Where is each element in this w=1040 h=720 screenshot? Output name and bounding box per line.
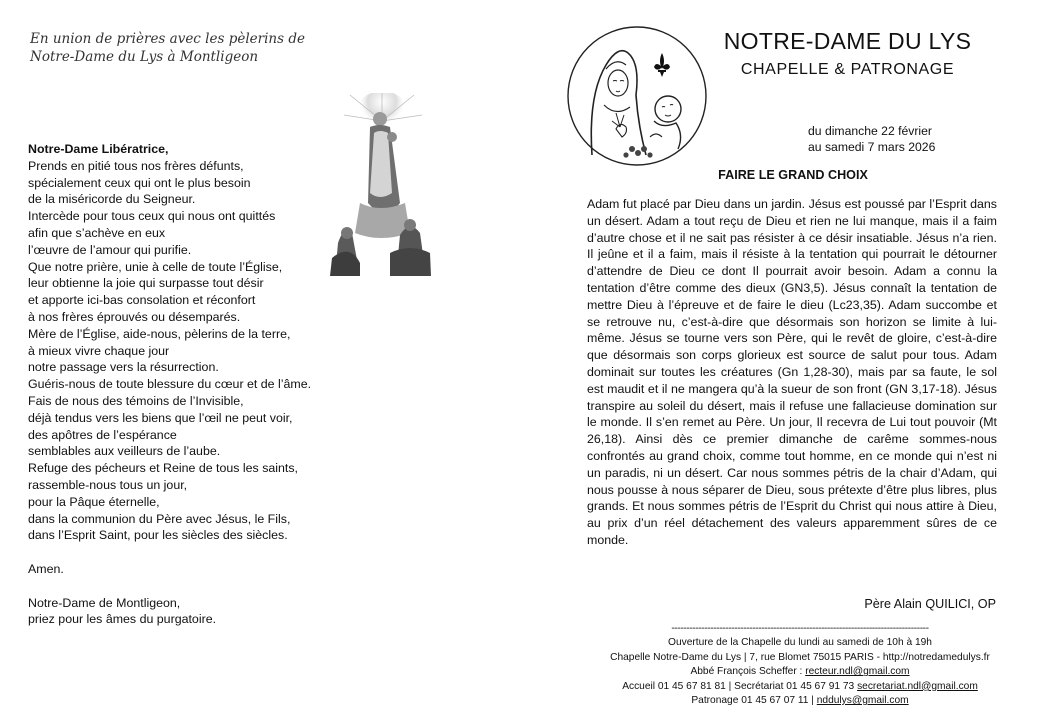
prayer-line: l’œuvre de l’amour qui purifie. [28, 242, 192, 257]
dedication-line-2: Notre-Dame du Lys à Montligeon [30, 49, 259, 65]
phone-contacts [580, 680, 1020, 694]
prayer-line: notre passage vers la résurrection. [28, 360, 219, 375]
opening-hours: Ouverture de la Chapelle du lundi au samedi de 10h à 19h [668, 637, 932, 649]
date-start: du dimanche 22 février [808, 124, 932, 138]
patronage-email-link[interactable]: nddulys@gmail.com [816, 695, 909, 707]
footer-separator: -------------------------------------------------------------------------------------- [671, 623, 929, 634]
dedication-header [30, 30, 330, 66]
date-end: au samedi 7 mars 2026 [808, 140, 936, 154]
prayer-line: spécialement ceux qui ont le plus besoin [28, 175, 251, 190]
chapel-address: Chapelle Notre-Dame du Lys | 7, rue Blomet 75015 PARIS - http://notredamedulys.fr [610, 651, 990, 663]
prayer-line: Prends en pitié tous nos frères défunts, [28, 158, 244, 173]
prayer-line: afin que s’achève en eux [28, 225, 166, 240]
prayer-line: Guéris-nous de toute blessure du cœur et de l’âme. [28, 377, 312, 392]
spacer [28, 578, 358, 595]
prayer-line: dans la communion du Père avec Jésus, le Fils, [28, 511, 291, 526]
date-range [808, 123, 1008, 155]
prayer-text [28, 141, 358, 628]
page-subtitle: CHAPELLE & PATRONAGE [740, 61, 955, 78]
prayer-line: Que notre prière, unie à celle de toute l’Église, [28, 259, 283, 274]
prayer-line: semblables aux veilleurs de l’aube. [28, 444, 221, 459]
prayer-line: pour la Pâque éternelle, [28, 494, 160, 509]
dedication-line-1: En union de prières avec les pèlerins de [30, 31, 305, 47]
patronage-label: Patronage 01 45 67 07 11 | [691, 695, 817, 707]
prayer-line: de la miséricorde du Seigneur. [28, 192, 196, 207]
contact-footer [580, 622, 1020, 708]
secretariat-email-link[interactable]: secretariat.ndl@gmail.com [857, 680, 978, 692]
prayer-line: à nos frères éprouvés ou désemparés. [28, 309, 241, 324]
abbe-contact [580, 665, 1020, 679]
spacer [28, 544, 358, 561]
prayer-line: et apporte ici-bas consolation et réconfort [28, 293, 256, 308]
prayer-line: des apôtres de l’espérance [28, 427, 177, 442]
prayer-closing: Notre-Dame de Montligeon, [28, 595, 181, 610]
phones-label: Accueil 01 45 67 81 81 | Secrétariat 01 45 67 91 73 [622, 680, 858, 692]
prayer-line: dans l’Esprit Saint, pour les siècles des siècles. [28, 528, 288, 543]
abbe-label: Abbé François Scheffer : [690, 666, 806, 678]
prayer-line: rassemble-nous tous un jour, [28, 477, 188, 492]
chapel-logo [566, 25, 708, 167]
prayer-line: Refuge des pécheurs et Reine de tous les saints, [28, 461, 299, 476]
page-title: NOTRE-DAME DU LYS [723, 28, 972, 54]
prayer-line: Mère de l’Église, aide-nous, pèlerins de la terre, [28, 326, 291, 341]
article-body: Adam fut placé par Dieu dans un jardin. Jésus est poussé par l’Esprit dans un désert. Adam a tout reçu de Dieu et rien ne lui manque, mais il a faim d’autre chose et il ne sait pas résister à ce désir insatiable. Jésus n’a rien. Il jeûne et il a faim, mais il résiste à la tentation qui pourrait le détourner d’attendre de Dieu ce dont Il pourrait avoir besoin. Adam a connu la tentation d’être comme des dieux (GN3,5). Jésus connaît la tentation de mettre Dieu à l’épreuve et de faire le dieu (Lc23,35). Adam succombe et se retrouve nu, c’est-à-dire que désormais son horizon se limite à lui-même. Jésus se tourne vers son Père, qui le revêt de gloire, c’est-à-dire que désormais son corps glorieux est source de salut pour tous. Adam dominait sur toutes les créatures (Gn 1,28-30), mais par sa faute, le sol est maudit et il ne mangera qu’à la sueur de son front (GN 3,17-18). Jésus transpire au soleil du désert, mais il refuse une fallacieuse domination sur le monde. Il s’en remet au Père. Un jour, Il recevra de Lui tout pouvoir (Mt 26,18). Ainsi dès ce premier dimanche de carême sommes-nous confrontés au grand choix, comme tout homme, en ce monde qui n’est ni un paradis, ni un désert. Car nous sommes pétris de la chair d’Adam, qui nous pousse à nous séparer de Dieu, sous prétexte d’être plus libres, plus grands. Et nous sommes pétris de l’Esprit du Christ qui nous attire à Dieu, au prix d’un réel détachement des valeurs apparemment sûres de ce monde. [587, 197, 997, 547]
author-signature: Père Alain QUILICI, OP [864, 597, 996, 611]
patronage-contact [580, 694, 1020, 708]
prayer-line: à mieux vivre chaque jour [28, 343, 170, 358]
prayer-amen: Amen. [28, 561, 64, 576]
prayer-line: déjà tendus vers les biens que l’œil ne peut voir, [28, 410, 293, 425]
prayer-line: leur obtienne la joie qui surpasse tout désir [28, 276, 264, 291]
recteur-email-link[interactable]: recteur.ndl@gmail.com [805, 666, 910, 678]
prayer-closing: priez pour les âmes du purgatoire. [28, 612, 217, 627]
prayer-line: Fais de nous des témoins de l’Invisible, [28, 393, 244, 408]
prayer-title: Notre-Dame Libératrice, [28, 142, 169, 156]
prayer-line: Intercède pour tous ceux qui nous ont quittés [28, 209, 276, 224]
article-title: FAIRE LE GRAND CHOIX [718, 168, 868, 182]
